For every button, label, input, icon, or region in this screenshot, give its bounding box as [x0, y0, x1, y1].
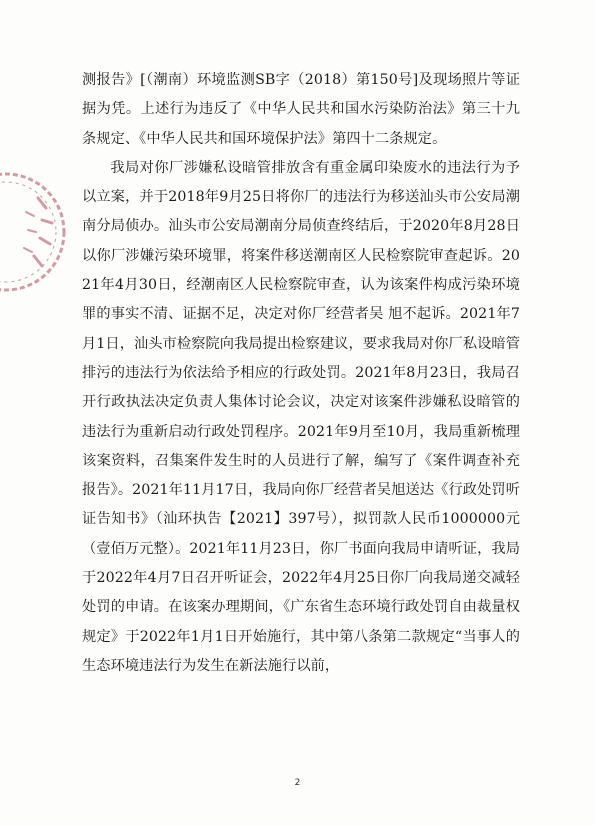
document-body — [82, 66, 520, 681]
paragraph-2: 我局对你厂涉嫌私设暗管排放含有重金属印染废水的违法行为予以立案，并于2018年9月25日将你厂的违法行为移送汕头市公安局潮南分局侦办。汕头市公安局潮南分局侦查终结后，于2020年8月28日以你厂涉嫌污染环境罪，将案件移送潮南区人民检察院审查起诉。2021年4月30日，经潮南区人民检察院审查，认为该案件构成污染环境罪的事实不清、证据不足，决定对你厂经营者吴 旭不起诉。2021年7月1日，汕头市检察院向我局提出检察建议，要求我局对你厂私设暗管排污的违法行为依法给予相应的行政处罚。2021年8月23日，我局召开行政执法决定负责人集体讨论会议，决定对该案件涉嫌私设暗管的违法行为重新启动行政处罚程序。2021年9月至10月，我局重新梳理该案资料，召集案件发生时的人员进行了解，编写了《案件调查补充报告》。2021年11月17日，我局向你厂经营者吴旭送达《行政处罚听证告知书》（汕环执告【2021】397号），拟罚款人民币1000000元（壹佰万元整）。2021年11月23日，你厂书面向我局申请听证，我局于2022年4月7日召开听证会，2022年4月25日你厂向我局递交减轻处罚的申请。在该案办理期间，《广东省生态环境行政处罚自由裁量权规定》于2022年1月1日开始施行，其中第八条第二款规定“当事人的生态环境违法行为发生在新法施行以前， — [82, 159, 520, 674]
page-number: 2 — [294, 778, 301, 788]
official-seal-icon — [0, 168, 70, 296]
paragraph-1: 测报告》[（潮南）环境监测SB字（2018）第150号]及现场照片等证据为凭。上述行为违反了《中华人民共和国水污染防治法》第三十九条规定、《中华人民共和国环境保护法》第四十二条规定。 — [82, 72, 520, 147]
